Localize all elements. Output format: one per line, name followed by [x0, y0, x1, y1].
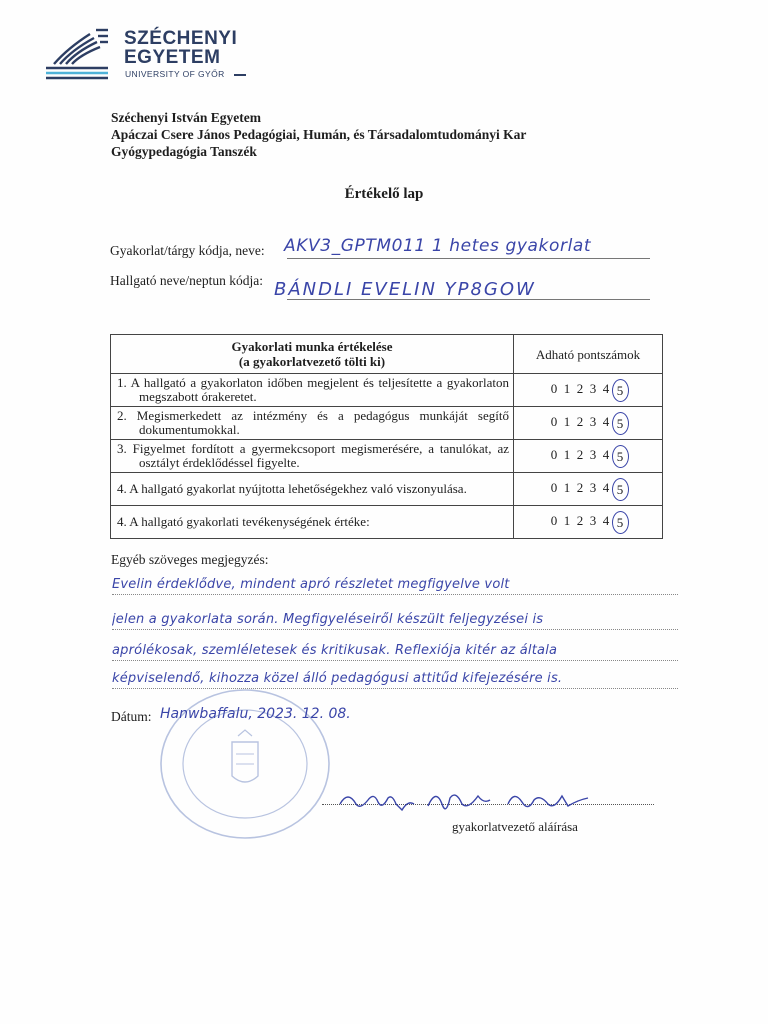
- criterion-cell: [111, 440, 514, 473]
- selected-score: 5: [612, 445, 629, 468]
- notes-line: képviselendő, kihozza közel álló pedagógusi attitűd kifejezésére is.: [112, 670, 678, 689]
- criterion-cell: [111, 374, 514, 407]
- evaluation-table: [110, 334, 663, 539]
- course-underline: [287, 258, 650, 259]
- handwritten-signature: [318, 780, 658, 820]
- selected-score: 5: [612, 511, 629, 534]
- faculty-name: Apáczai Csere János Pedagógiai, Humán, és Társadalomtudományi Kar: [111, 127, 527, 142]
- table-row: [111, 473, 663, 506]
- criterion-cell: [111, 506, 514, 539]
- document-title: Értékelő lap: [344, 186, 424, 202]
- logo-wordmark-line1: SZÉCHENYI: [124, 28, 238, 49]
- notes-line: Evelin érdeklődve, mindent apró részletet megfigyelve volt: [112, 576, 678, 595]
- table-row: [111, 374, 663, 407]
- university-logo: [46, 28, 266, 84]
- score-options: [514, 374, 663, 407]
- score-option: 1: [563, 512, 571, 528]
- selected-score: 5: [612, 478, 629, 501]
- notes-line: jelen a gyakorlata során. Megfigyeléseiről készült feljegyzései is: [112, 611, 678, 630]
- signature-label: gyakorlatvezető aláírása: [452, 819, 578, 834]
- course-label: Gyakorlat/tárgy kódja, neve:: [110, 243, 265, 258]
- criterion-cell: [111, 407, 514, 440]
- student-value: BÁNDLI EVELIN YP8GOW: [274, 279, 536, 300]
- score-option: 4: [602, 380, 610, 396]
- notes-line: aprólékosak, szemléletesek és kritikusak. Reflexiója kitér az általa: [112, 642, 678, 661]
- logo-wordmark-line2: EGYETEM: [124, 47, 221, 68]
- score-option: 2: [576, 380, 584, 396]
- logo-dash: [234, 74, 246, 76]
- institution-name: Széchenyi István Egyetem: [111, 110, 261, 125]
- course-value: AKV3_GPTM011 1 hetes gyakorlat: [284, 236, 592, 256]
- score-option: 0: [550, 380, 558, 396]
- score-option: 2: [576, 479, 584, 495]
- date-label: Dátum:: [111, 709, 152, 724]
- score-option: 0: [550, 479, 558, 495]
- score-option: 4: [602, 446, 610, 462]
- date-value: Hanwbaffalu, 2023. 12. 08.: [160, 706, 351, 722]
- table-header-criteria: [111, 335, 514, 374]
- criterion-text: 2. Megismerkedett az intézmény és a pedagógus munkáját segítő dokumentumokkal.: [117, 408, 509, 437]
- score-option: 1: [563, 446, 571, 462]
- score-option: 3: [589, 446, 597, 462]
- header-criteria-line1: Gyakorlati munka értékelése: [231, 339, 393, 354]
- criterion-cell: [111, 473, 514, 506]
- score-options: [514, 506, 663, 539]
- criterion-text: 1. A hallgató a gyakorlaton időben megjelent és teljesítette a gyakorlaton megszabott órakeretet.: [117, 375, 509, 404]
- department-name: Gyógypedagógia Tanszék: [111, 144, 257, 159]
- score-option: 0: [550, 446, 558, 462]
- score-option: 3: [589, 413, 597, 429]
- score-option: 4: [602, 413, 610, 429]
- score-option: 2: [576, 512, 584, 528]
- score-option: 0: [550, 413, 558, 429]
- score-option: 4: [602, 479, 610, 495]
- score-option: 1: [563, 380, 571, 396]
- score-option: 2: [576, 413, 584, 429]
- criterion-text: 4. A hallgató gyakorlat nyújtotta lehetőségekhez való viszonyulása.: [117, 481, 467, 496]
- score-options: [514, 473, 663, 506]
- table-header-scores: Adható pontszámok: [514, 335, 663, 374]
- score-option: 3: [589, 380, 597, 396]
- score-option: 1: [563, 479, 571, 495]
- selected-score: 5: [612, 412, 629, 435]
- criterion-text: 3. Figyelmet fordított a gyermekcsoport megismerésére, a tanulókat, az osztályt érdeklődéssel figyelte.: [117, 441, 509, 470]
- score-option: 2: [576, 446, 584, 462]
- table-row: [111, 506, 663, 539]
- criterion-text: 4. A hallgató gyakorlati tevékenységének értéke:: [117, 514, 370, 529]
- logo-wordmark-line3: UNIVERSITY OF GYŐR: [125, 69, 225, 79]
- score-options: [514, 407, 663, 440]
- selected-score: 5: [612, 379, 629, 402]
- header-criteria-line2: (a gyakorlatvezető tölti ki): [238, 354, 386, 369]
- score-option: 1: [563, 413, 571, 429]
- score-option: 3: [589, 479, 597, 495]
- score-option: 4: [602, 512, 610, 528]
- score-option: 0: [550, 512, 558, 528]
- notes-label: Egyéb szöveges megjegyzés:: [111, 552, 269, 567]
- table-row: [111, 440, 663, 473]
- student-label: Hallgató neve/neptun kódja:: [110, 273, 263, 288]
- logo-mark-icon: [46, 28, 108, 82]
- score-options: [514, 440, 663, 473]
- score-option: 3: [589, 512, 597, 528]
- table-row: [111, 407, 663, 440]
